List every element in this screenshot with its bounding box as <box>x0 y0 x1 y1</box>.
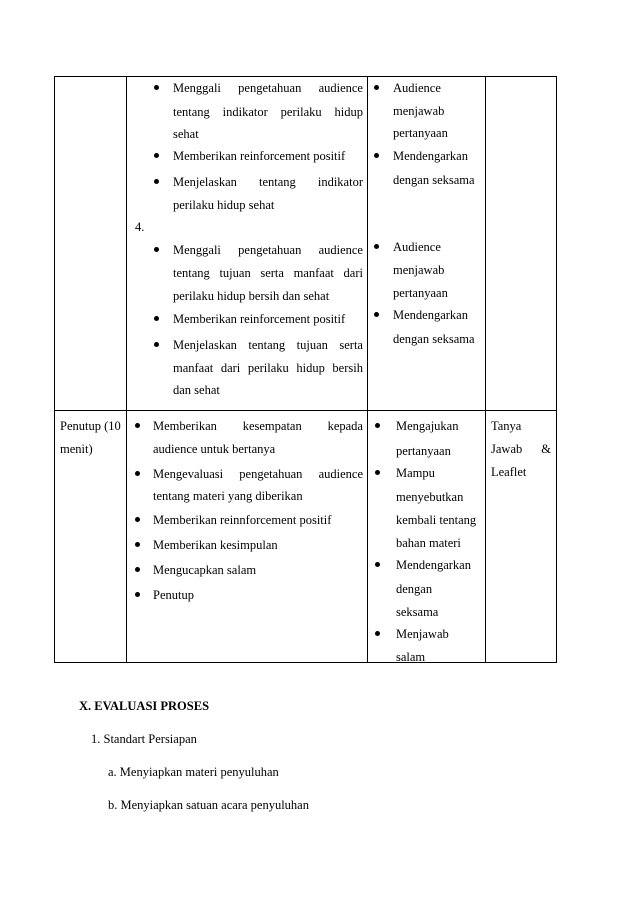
table-col-divider-3 <box>485 76 486 663</box>
bullet-icon <box>154 153 159 158</box>
table-col-divider-2 <box>367 76 368 663</box>
table-border-top <box>54 76 557 77</box>
section-subitem: a. Menyiapkan materi penyuluhan <box>108 765 279 779</box>
peserta-line: dengan seksama <box>393 173 475 187</box>
bullet-icon <box>135 423 140 428</box>
peserta-line: Mendengarkan <box>396 558 471 572</box>
peserta-line: pertanyaan <box>393 286 448 300</box>
table-border-left <box>54 76 55 663</box>
bullet-icon <box>154 179 159 184</box>
peserta-line: menjawab <box>393 104 445 118</box>
peserta-line: Mendengarkan <box>393 308 468 322</box>
bullet-icon <box>154 247 159 252</box>
bullet-icon <box>375 470 380 475</box>
peserta-line: Mampu <box>396 466 435 480</box>
peserta-line: dengan seksama <box>393 332 475 346</box>
media-label: Leaflet <box>491 465 527 479</box>
tahap-label: Penutup (10 <box>60 419 121 433</box>
peserta-line: kembali tentang <box>396 513 477 527</box>
bullet-icon <box>154 342 159 347</box>
materi-line: perilaku hidup sehat <box>173 198 275 212</box>
peserta-line: Audience <box>393 81 441 95</box>
materi-line: Memberikan kesimpulan <box>153 538 278 552</box>
media-label: Jawab & <box>491 442 551 456</box>
materi-line: Mengucapkan salam <box>153 563 257 577</box>
materi-line: tentang materi yang diberikan <box>153 489 303 503</box>
peserta-line: Menjawab <box>396 627 449 641</box>
peserta-line: pertanyaan <box>393 126 448 140</box>
peserta-line: Mendengarkan <box>393 149 468 163</box>
bullet-icon <box>154 85 159 90</box>
table-col-divider-1 <box>126 76 127 663</box>
bullet-icon <box>375 631 380 636</box>
bullet-icon <box>154 316 159 321</box>
materi-line: Memberikan kesempatan kepada <box>153 419 363 433</box>
materi-line: tentang indikator perilaku hidup <box>173 105 363 119</box>
materi-line: Mengevaluasi pengetahuan audience <box>153 467 363 481</box>
materi-line: tentang tujuan serta manfaat dari <box>173 266 363 280</box>
materi-line: dan sehat <box>173 383 220 397</box>
peserta-line: menyebutkan <box>396 490 464 504</box>
bullet-icon <box>135 592 140 597</box>
materi-line: audience untuk bertanya <box>153 442 276 456</box>
materi-line: perilaku hidup bersih dan sehat <box>173 289 330 303</box>
peserta-line: Mengajukan <box>396 419 459 433</box>
materi-line: Menjelaskan tentang indikator <box>173 175 363 189</box>
bullet-icon <box>375 423 380 428</box>
peserta-line: dengan <box>396 582 433 596</box>
materi-line: Menggali pengetahuan audience <box>173 243 363 257</box>
table-border-bottom <box>54 662 557 663</box>
bullet-icon <box>135 567 140 572</box>
bullet-icon <box>135 517 140 522</box>
bullet-icon <box>374 85 379 90</box>
materi-line: manfaat dari perilaku hidup bersih <box>173 361 363 375</box>
bullet-icon <box>135 471 140 476</box>
bullet-icon <box>374 244 379 249</box>
materi-line: Menggali pengetahuan audience <box>173 81 363 95</box>
section-subitem: b. Menyiapkan satuan acara penyuluhan <box>108 798 309 812</box>
peserta-line: Audience <box>393 240 441 254</box>
materi-line: Penutup <box>153 588 194 602</box>
bullet-icon <box>135 542 140 547</box>
materi-line: Menjelaskan tentang tujuan serta <box>173 338 363 352</box>
peserta-line: menjawab <box>393 263 445 277</box>
section-item: 1. Standart Persiapan <box>91 732 197 746</box>
bullet-icon <box>374 312 379 317</box>
media-label: Tanya <box>491 419 522 433</box>
materi-line: Memberikan reinforcement positif <box>173 312 346 326</box>
table-row-divider <box>54 410 557 411</box>
materi-line: Memberikan reinnforcement positif <box>153 513 332 527</box>
peserta-line: bahan materi <box>396 536 461 550</box>
materi-line: sehat <box>173 127 199 141</box>
list-number: 4. <box>135 220 145 234</box>
bullet-icon <box>375 562 380 567</box>
peserta-line: pertanyaan <box>396 444 451 458</box>
materi-line: Memberikan reinforcement positif <box>173 149 346 163</box>
bullet-icon <box>374 153 379 158</box>
peserta-line: seksama <box>396 605 439 619</box>
peserta-line: salam <box>396 650 426 664</box>
tahap-label: menit) <box>60 442 93 456</box>
table-border-right <box>556 76 557 663</box>
section-heading: X. EVALUASI PROSES <box>79 699 210 713</box>
